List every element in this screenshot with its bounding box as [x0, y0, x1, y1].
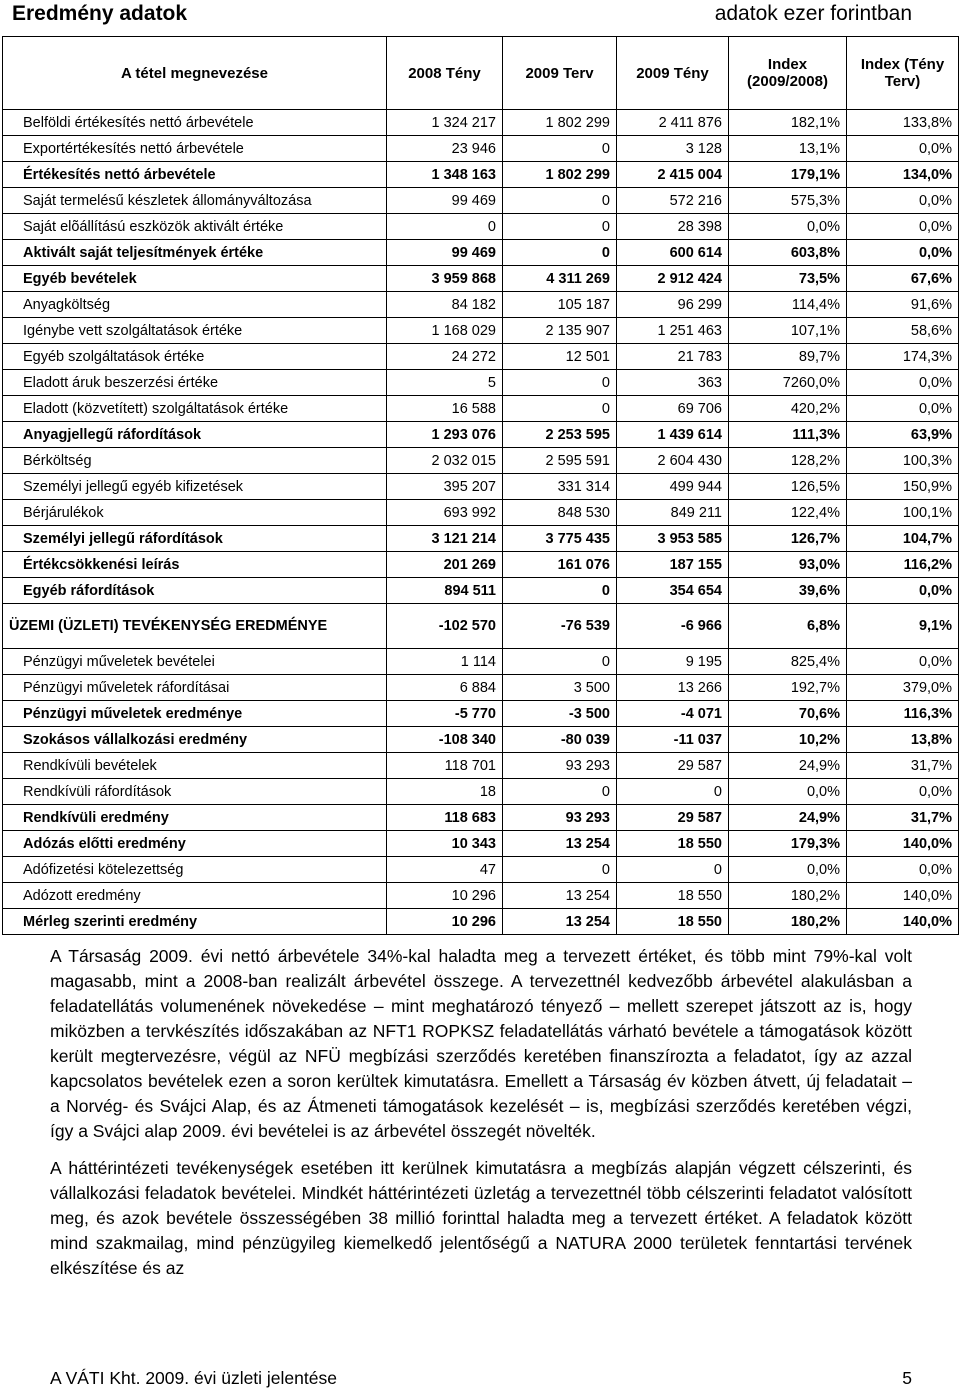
row-value: 58,6%: [847, 318, 959, 344]
row-value: 0,0%: [729, 779, 847, 805]
row-value: 116,3%: [847, 701, 959, 727]
row-value: 47: [387, 857, 503, 883]
table-row: [3, 701, 959, 727]
row-value: 18 550: [617, 883, 729, 909]
row-value: 122,4%: [729, 500, 847, 526]
row-value: 603,8%: [729, 240, 847, 266]
row-value: 13 266: [617, 675, 729, 701]
row-label: Egyéb ráfordítások: [3, 578, 387, 604]
row-label: Eladott áruk beszerzési értéke: [3, 370, 387, 396]
table-row: [3, 474, 959, 500]
row-value: 2 032 015: [387, 448, 503, 474]
row-value: 0,0%: [729, 857, 847, 883]
paragraph: A háttérintézeti tevékenységek esetében itt kerülnek kimutatásra a megbízás alapján végzett célszerinti, és vállalkozási feladatok bevételei. Mindkét háttérintézeti üzletág a tervezettnél több célszerinti feladatot valósított meg, és azok bevétele összességében 38 millió forinttal haladta meg a tervezett értéket. A feladatok között mind szakmailag, mind pénzügyileg kiemelkedő jelentőségű a NATURA 2000 területek fenntartási tervének elkészítése és az: [50, 1158, 912, 1278]
table-row: [3, 448, 959, 474]
results-table: [2, 36, 959, 935]
row-value: 93,0%: [729, 552, 847, 578]
row-value: 10,2%: [729, 727, 847, 753]
row-label: Adózott eredmény: [3, 883, 387, 909]
row-value: 18 550: [617, 909, 729, 935]
row-value: 499 944: [617, 474, 729, 500]
unit-note: adatok ezer forintban: [714, 2, 912, 25]
row-value: 99 469: [387, 240, 503, 266]
row-value: 3 953 585: [617, 526, 729, 552]
row-label: Igénybe vett szolgáltatások értéke: [3, 318, 387, 344]
row-value: 0,0%: [847, 136, 959, 162]
table-row: [3, 649, 959, 675]
row-value: 0,0%: [729, 214, 847, 240]
row-value: 0: [503, 649, 617, 675]
table-row: [3, 526, 959, 552]
row-value: 0: [503, 240, 617, 266]
row-value: 2 604 430: [617, 448, 729, 474]
row-label: Aktivált saját teljesítmények értéke: [3, 240, 387, 266]
row-value: 179,3%: [729, 831, 847, 857]
table-row: [3, 552, 959, 578]
row-value: 91,6%: [847, 292, 959, 318]
row-value: 180,2%: [729, 909, 847, 935]
row-value: -4 071: [617, 701, 729, 727]
row-label: Rendkívüli eredmény: [3, 805, 387, 831]
row-value: -3 500: [503, 701, 617, 727]
row-value: 118 701: [387, 753, 503, 779]
row-label: Bérköltség: [3, 448, 387, 474]
row-value: 0,0%: [847, 578, 959, 604]
table-row: [3, 753, 959, 779]
row-label: Szokásos vállalkozási eredmény: [3, 727, 387, 753]
row-label: Mérleg szerinti eredmény: [3, 909, 387, 935]
row-value: 420,2%: [729, 396, 847, 422]
row-label: Rendkívüli bevételek: [3, 753, 387, 779]
table-row: [3, 831, 959, 857]
row-value: 104,7%: [847, 526, 959, 552]
row-value: 3 121 214: [387, 526, 503, 552]
col-header-2009-plan: 2009 Terv: [503, 37, 617, 110]
row-label: Saját termelésű készletek állományváltozása: [3, 188, 387, 214]
row-value: 39,6%: [729, 578, 847, 604]
row-value: 1 802 299: [503, 110, 617, 136]
row-value: 3 128: [617, 136, 729, 162]
row-value: 0: [617, 779, 729, 805]
row-value: 2 595 591: [503, 448, 617, 474]
table-row: [3, 909, 959, 935]
row-value: -5 770: [387, 701, 503, 727]
row-value: 849 211: [617, 500, 729, 526]
row-value: 89,7%: [729, 344, 847, 370]
row-label: Értékcsökkenési leírás: [3, 552, 387, 578]
row-label: Pénzügyi műveletek bevételei: [3, 649, 387, 675]
page-number: 5: [902, 1368, 912, 1388]
table-row: [3, 604, 959, 649]
row-value: 192,7%: [729, 675, 847, 701]
table-row: [3, 292, 959, 318]
table-row: [3, 675, 959, 701]
row-value: 118 683: [387, 805, 503, 831]
row-value: 23 946: [387, 136, 503, 162]
row-value: 24,9%: [729, 805, 847, 831]
row-value: 161 076: [503, 552, 617, 578]
row-value: 3 775 435: [503, 526, 617, 552]
row-value: 379,0%: [847, 675, 959, 701]
table-row: [3, 883, 959, 909]
row-value: 140,0%: [847, 909, 959, 935]
table-row: [3, 188, 959, 214]
table-row: [3, 240, 959, 266]
table-row: [3, 805, 959, 831]
row-value: 825,4%: [729, 649, 847, 675]
row-label: Adózás előtti eredmény: [3, 831, 387, 857]
row-label: ÜZEMI (ÜZLETI) TEVÉKENYSÉG EREDMÉNYE: [3, 604, 387, 649]
row-value: 0: [503, 857, 617, 883]
row-value: 100,3%: [847, 448, 959, 474]
row-label: Eladott (közvetített) szolgáltatások értéke: [3, 396, 387, 422]
row-value: 0: [503, 370, 617, 396]
row-value: 693 992: [387, 500, 503, 526]
commentary: [50, 944, 912, 1293]
row-value: 5: [387, 370, 503, 396]
row-value: 13 254: [503, 831, 617, 857]
table-row: [3, 500, 959, 526]
row-value: 18: [387, 779, 503, 805]
row-value: 150,9%: [847, 474, 959, 500]
row-value: 395 207: [387, 474, 503, 500]
row-label: Egyéb szolgáltatások értéke: [3, 344, 387, 370]
row-value: 0: [503, 188, 617, 214]
row-value: 134,0%: [847, 162, 959, 188]
table-row: [3, 422, 959, 448]
row-value: 99 469: [387, 188, 503, 214]
row-value: 116,2%: [847, 552, 959, 578]
row-value: 6,8%: [729, 604, 847, 649]
row-value: 2 912 424: [617, 266, 729, 292]
row-value: 24,9%: [729, 753, 847, 779]
row-value: 133,8%: [847, 110, 959, 136]
row-value: 93 293: [503, 805, 617, 831]
row-value: 7260,0%: [729, 370, 847, 396]
row-value: 6 884: [387, 675, 503, 701]
table-row: [3, 136, 959, 162]
row-label: Adófizetési kötelezettség: [3, 857, 387, 883]
row-value: 848 530: [503, 500, 617, 526]
row-value: 354 654: [617, 578, 729, 604]
row-value: 28 398: [617, 214, 729, 240]
row-value: 1 114: [387, 649, 503, 675]
row-value: 114,4%: [729, 292, 847, 318]
row-value: 0: [503, 396, 617, 422]
table-row: [3, 162, 959, 188]
row-value: -102 570: [387, 604, 503, 649]
table-row: [3, 266, 959, 292]
section-title: Eredmény adatok: [12, 2, 188, 25]
table-row: [3, 318, 959, 344]
row-value: 0: [503, 779, 617, 805]
table-row: [3, 727, 959, 753]
row-value: 12 501: [503, 344, 617, 370]
col-header-2009-actual: 2009 Tény: [617, 37, 729, 110]
table-header-row: [3, 37, 959, 110]
row-value: 126,7%: [729, 526, 847, 552]
row-value: 3 500: [503, 675, 617, 701]
row-value: 111,3%: [729, 422, 847, 448]
row-value: 18 550: [617, 831, 729, 857]
row-value: 2 135 907: [503, 318, 617, 344]
row-value: -11 037: [617, 727, 729, 753]
row-value: 29 587: [617, 805, 729, 831]
row-label: Értékesítés nettó árbevétele: [3, 162, 387, 188]
table-row: [3, 214, 959, 240]
row-value: 0,0%: [847, 396, 959, 422]
row-value: 0,0%: [847, 857, 959, 883]
row-value: 1 439 614: [617, 422, 729, 448]
row-value: 572 216: [617, 188, 729, 214]
row-value: 575,3%: [729, 188, 847, 214]
row-value: -76 539: [503, 604, 617, 649]
row-value: -6 966: [617, 604, 729, 649]
paragraph: A Társaság 2009. évi nettó árbevétele 34%-kal haladta meg a tervezett értéket, és több mint 79%-kal volt magasabb, mint a 2008-ban realizált árbevétel összege. A tervezettnél kedvezőbb árbevétel alakulásban a feladatellátás volumenének növekedése – mint meghatározó tényező – mellett szerepet játszott az is, hogy miközben a tervkészítés időszakában az NFT1 ROPKSZ feladatellátás várható bevétele a támogatások között került megtervezésre, végül az NFÜ megbízási szerződés keretében finanszírozta a feladatot, így az azzal kapcsolatos bevételek ezen a soron kerültek kimutatásra. Emellett a Társaság év közben átvett, új feladatait – a Norvég- és Svájci Alap, és az Átmeneti támogatások kezelését – is, megbízási szerződés keretében végzi, így a Svájci alap 2009. évi bevételei is az árbevétel összegét növelték.: [50, 946, 912, 1141]
table-row: [3, 578, 959, 604]
table-row: [3, 857, 959, 883]
row-value: 93 293: [503, 753, 617, 779]
row-value: 70,6%: [729, 701, 847, 727]
row-label: Belföldi értékesítés nettó árbevétele: [3, 110, 387, 136]
row-label: Exportértékesítés nettó árbevétele: [3, 136, 387, 162]
row-value: 13 254: [503, 909, 617, 935]
row-value: 0: [617, 857, 729, 883]
row-value: 4 311 269: [503, 266, 617, 292]
row-label: Anyagköltség: [3, 292, 387, 318]
row-value: 182,1%: [729, 110, 847, 136]
row-value: 9,1%: [847, 604, 959, 649]
row-value: 0,0%: [847, 240, 959, 266]
row-value: 67,6%: [847, 266, 959, 292]
row-value: 0: [503, 214, 617, 240]
row-value: 140,0%: [847, 831, 959, 857]
row-value: -108 340: [387, 727, 503, 753]
row-value: 1 168 029: [387, 318, 503, 344]
row-value: 187 155: [617, 552, 729, 578]
row-value: 126,5%: [729, 474, 847, 500]
row-value: 0,0%: [847, 370, 959, 396]
row-value: 1 324 217: [387, 110, 503, 136]
table-row: [3, 344, 959, 370]
row-value: 0,0%: [847, 188, 959, 214]
row-value: 128,2%: [729, 448, 847, 474]
col-header-index-plan: Index (Tény Terv): [847, 37, 959, 110]
row-value: 31,7%: [847, 805, 959, 831]
row-value: 100,1%: [847, 500, 959, 526]
row-label: Saját elõállítású eszközök aktivált értéke: [3, 214, 387, 240]
row-value: 0: [503, 578, 617, 604]
row-value: 13,1%: [729, 136, 847, 162]
row-value: 10 343: [387, 831, 503, 857]
row-value: 174,3%: [847, 344, 959, 370]
row-value: 13 254: [503, 883, 617, 909]
row-value: 24 272: [387, 344, 503, 370]
row-value: 600 614: [617, 240, 729, 266]
row-value: 84 182: [387, 292, 503, 318]
row-label: Egyéb bevételek: [3, 266, 387, 292]
row-value: 1 348 163: [387, 162, 503, 188]
row-value: 180,2%: [729, 883, 847, 909]
row-value: 10 296: [387, 883, 503, 909]
row-value: -80 039: [503, 727, 617, 753]
row-value: 179,1%: [729, 162, 847, 188]
row-value: 1 802 299: [503, 162, 617, 188]
row-value: 0,0%: [847, 214, 959, 240]
row-value: 0: [387, 214, 503, 240]
col-header-name: A tétel megnevezése: [3, 37, 387, 110]
row-value: 0,0%: [847, 779, 959, 805]
row-value: 2 253 595: [503, 422, 617, 448]
row-value: 96 299: [617, 292, 729, 318]
row-value: 107,1%: [729, 318, 847, 344]
row-value: 10 296: [387, 909, 503, 935]
row-label: Anyagjellegű ráfordítások: [3, 422, 387, 448]
row-value: 0,0%: [847, 649, 959, 675]
table-row: [3, 396, 959, 422]
row-value: 13,8%: [847, 727, 959, 753]
row-label: Pénzügyi műveletek eredménye: [3, 701, 387, 727]
row-value: 0: [503, 136, 617, 162]
table-row: [3, 779, 959, 805]
col-header-index-year: Index (2009/2008): [729, 37, 847, 110]
row-value: 201 269: [387, 552, 503, 578]
row-value: 21 783: [617, 344, 729, 370]
row-value: 73,5%: [729, 266, 847, 292]
table-row: [3, 370, 959, 396]
row-value: 363: [617, 370, 729, 396]
row-label: Bérjárulékok: [3, 500, 387, 526]
table-row: [3, 110, 959, 136]
page-footer: [50, 1368, 912, 1390]
row-value: 105 187: [503, 292, 617, 318]
col-header-2008-actual: 2008 Tény: [387, 37, 503, 110]
row-label: Személyi jellegű ráfordítások: [3, 526, 387, 552]
row-label: Rendkívüli ráfordítások: [3, 779, 387, 805]
row-value: 1 293 076: [387, 422, 503, 448]
row-value: 63,9%: [847, 422, 959, 448]
row-value: 9 195: [617, 649, 729, 675]
row-value: 331 314: [503, 474, 617, 500]
row-value: 1 251 463: [617, 318, 729, 344]
row-value: 2 415 004: [617, 162, 729, 188]
row-value: 31,7%: [847, 753, 959, 779]
row-label: Pénzügyi műveletek ráfordításai: [3, 675, 387, 701]
row-value: 16 588: [387, 396, 503, 422]
row-value: 3 959 868: [387, 266, 503, 292]
row-value: 140,0%: [847, 883, 959, 909]
row-value: 69 706: [617, 396, 729, 422]
row-value: 2 411 876: [617, 110, 729, 136]
row-label: Személyi jellegű egyéb kifizetések: [3, 474, 387, 500]
row-value: 894 511: [387, 578, 503, 604]
footer-title: A VÁTI Kht. 2009. évi üzleti jelentése: [50, 1368, 337, 1388]
row-value: 29 587: [617, 753, 729, 779]
page-header: [12, 2, 912, 26]
